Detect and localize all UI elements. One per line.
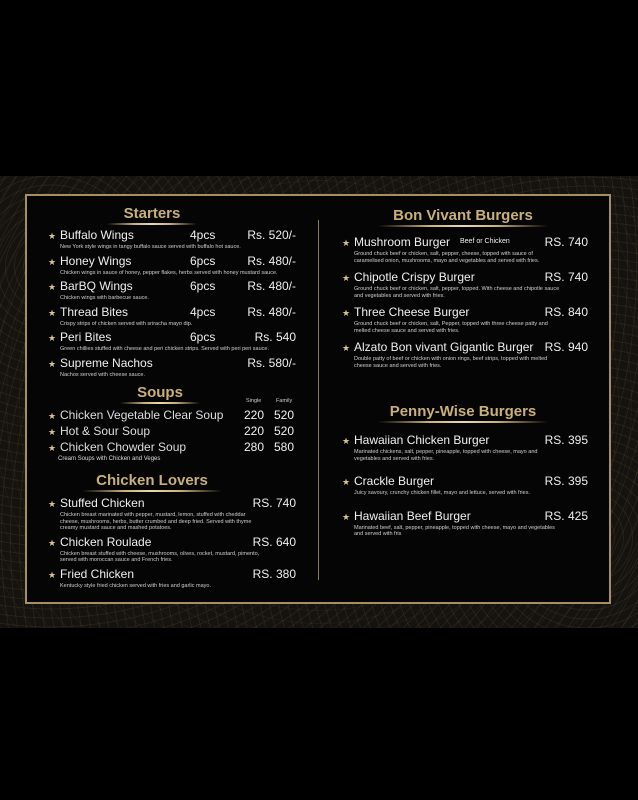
item-description: Chicken breast marinated with pepper, mustard, lemon, stuffed with cheddar cheese, mushrooms, herbs, butter crumbed and deep fried. Served with thyme creamy mustard sauce and mashed potatoes. (60, 512, 252, 531)
item-name: Hawaiian Chicken Burger (354, 433, 490, 447)
soup-row (48, 424, 296, 439)
menu-item (48, 330, 296, 353)
menu-item (48, 279, 296, 302)
soup-name: Chicken Vegetable Clear Soup (60, 408, 224, 422)
item-name: Alzato Bon vivant Gigantic Burger (354, 340, 534, 354)
item-description: Kentucky style fried chicken served with fries and garlic mayo. (60, 582, 212, 589)
item-price: RS. 395 (544, 433, 588, 447)
column-divider (318, 220, 319, 580)
left-column (48, 205, 296, 592)
menu-item-row (48, 496, 296, 511)
item-description: Green chillies stuffed with cheese and peri chicken strips. Served with peri peri sauce. (60, 346, 270, 352)
star-icon: ★ (342, 477, 351, 487)
menu-item (342, 340, 588, 369)
menu-item (342, 433, 588, 462)
soup-price-single: 220 (244, 424, 265, 438)
item-name: Thread Bites (60, 304, 129, 319)
menu-item (48, 535, 296, 564)
item-price: RS. 840 (544, 305, 588, 319)
star-icon: ★ (342, 238, 351, 248)
section-title-soups: Soups (42, 384, 278, 404)
menu-item-row (48, 567, 296, 582)
menu-item (48, 567, 296, 590)
star-icon: ★ (48, 569, 57, 580)
star-icon: ★ (48, 256, 57, 267)
item-name: Mushroom Burger (354, 235, 451, 249)
item-name: Chipotle Crispy Burger (354, 270, 475, 284)
item-price: RS. 395 (544, 474, 588, 488)
soup-price-single: 220 (244, 408, 265, 422)
item-option: Beef or Chicken (460, 238, 510, 245)
item-price: RS. 940 (544, 340, 588, 354)
penny-wise-list (342, 433, 588, 538)
item-description: Crispy strips of chicken served with sriracha mayo dip. (60, 320, 193, 327)
item-name: Chicken Roulade (60, 534, 152, 549)
starters-list (48, 228, 296, 378)
item-price: Rs. 480/- (247, 304, 296, 319)
star-icon: ★ (342, 308, 351, 318)
item-quantity: 6pcs (190, 330, 216, 344)
item-quantity: 6pcs (190, 253, 216, 268)
soup-price-family: 580 (274, 440, 295, 454)
star-icon: ★ (48, 411, 57, 421)
menu-item (48, 356, 296, 379)
star-icon: ★ (48, 307, 57, 318)
item-price: Rs. 520/- (247, 228, 296, 242)
menu-item (48, 254, 296, 277)
star-icon: ★ (48, 537, 57, 548)
menu-item-row (48, 330, 296, 345)
star-icon: ★ (48, 499, 57, 509)
item-price: RS. 640 (252, 534, 296, 549)
item-price: Rs. 480/- (247, 253, 296, 268)
item-description: Nachos served with cheese sauce. (60, 371, 145, 378)
menu-item (342, 235, 588, 264)
soup-name: Chicken Chowder Soup (60, 440, 187, 454)
menu-item-row (48, 279, 296, 294)
menu-item (342, 509, 588, 538)
menu-item-row (342, 305, 588, 320)
item-description: Ground chuck beef or chicken, salt, pepper, cheese, topped with sauce of caramelised onion, mushrooms, mayo and vegetables and served with fries. (354, 251, 540, 264)
star-icon: ★ (48, 231, 57, 241)
menu-item-row (48, 254, 296, 269)
menu-item-row (342, 433, 588, 448)
item-price: Rs. 540 (254, 330, 296, 344)
item-name: BarBQ Wings (60, 279, 133, 293)
menu-item-row (342, 235, 588, 250)
section-title-starters: Starters (8, 205, 296, 225)
menu-item (342, 474, 588, 497)
star-icon: ★ (342, 273, 351, 283)
item-description: New York style wings in tangy buffalo sauce served with buffalo hot sauce. (60, 244, 241, 250)
menu-item-row (48, 305, 296, 320)
menu-item (342, 305, 588, 334)
item-quantity: 4pcs (190, 304, 216, 319)
star-icon: ★ (342, 511, 351, 522)
item-name: Buffalo Wings (60, 228, 134, 242)
star-icon: ★ (48, 427, 57, 437)
menu-item-row (342, 474, 588, 489)
chicken-lovers-list (48, 496, 296, 589)
soup-row (48, 440, 296, 455)
menu-item-row (342, 509, 588, 524)
item-price: Rs. 480/- (247, 279, 296, 293)
soup-name: Hot & Sour Soup (60, 424, 151, 438)
item-quantity: 6pcs (190, 279, 216, 293)
item-description: Double patty of beef or chicken with onion rings, beef strips, topped with melted cheese sauce and served with fries. (354, 356, 548, 369)
bon-vivant-list (342, 235, 588, 369)
item-price: Rs. 580/- (247, 355, 296, 370)
section-title-penny-wise: Penny-Wise Burgers (338, 403, 588, 423)
star-icon: ★ (48, 358, 57, 369)
item-name: Three Cheese Burger (354, 305, 470, 319)
section-title-bon-vivant: Bon Vivant Burgers (338, 207, 588, 227)
menu-item-row (342, 340, 588, 355)
soups-note: Cream Soups with Chicken and Veges (58, 456, 161, 462)
right-column (342, 207, 588, 550)
item-price: RS. 425 (544, 508, 588, 523)
soups-header-family: Family (276, 398, 293, 404)
item-name: Peri Bites (60, 330, 112, 344)
item-price: RS. 740 (544, 270, 588, 284)
star-icon: ★ (48, 282, 57, 292)
item-price: RS. 740 (252, 496, 296, 510)
item-name: Supreme Nachos (60, 355, 153, 370)
item-description: Juicy savoury, crunchy chicken fillet, mayo and lettuce, served with fries. (354, 490, 530, 496)
star-icon: ★ (48, 443, 57, 453)
soup-price-family: 520 (274, 408, 295, 422)
item-description: Chicken wings in sauce of honey, pepper flakes, herbs served with honey mustard sauce. (60, 269, 278, 276)
item-name: Honey Wings (60, 253, 132, 268)
item-name: Stuffed Chicken (60, 496, 145, 510)
item-description: Ground chuck beef or chicken, salt, Pepper, topped with three cheese patty and melted cheese sauce and served with fries. (354, 321, 548, 334)
menu-item (342, 270, 588, 299)
star-icon: ★ (342, 436, 351, 446)
star-icon: ★ (342, 343, 351, 353)
menu-item-row (48, 535, 296, 550)
item-price: RS. 740 (544, 235, 588, 249)
item-description: Marinated chickens, salt, pepper, pineapple, topped with cheese, mayo and vegetables and served with fries. (354, 449, 538, 462)
menu-item-row (48, 356, 296, 371)
menu-item (48, 305, 296, 328)
soup-price-family: 520 (274, 424, 295, 438)
menu-item (48, 496, 296, 532)
item-quantity: 4pcs (190, 228, 216, 242)
menu-item-row (48, 228, 296, 243)
item-name: Crackle Burger (354, 474, 435, 488)
section-title-chicken-lovers: Chicken Lovers (34, 472, 270, 492)
menu-item (48, 228, 296, 251)
soups-header-single: Single (246, 398, 262, 404)
item-description: Chicken wings with barbecue sauce. (60, 295, 149, 301)
soup-row (48, 408, 296, 423)
soup-price-single: 280 (244, 440, 265, 454)
item-description: Ground chuck beef or chicken, salt, pepper, topped. With cheese and chipotle sauce and vegetables and served with fries. (354, 286, 560, 299)
item-price: RS. 380 (252, 566, 296, 581)
menu-item-row (342, 270, 588, 285)
item-name: Fried Chicken (60, 566, 135, 581)
item-description: Chicken breast stuffed with cheese, mushrooms, olives, rocket, mustard, pimento, served with moroccan sauce and French fries. (60, 550, 260, 563)
item-description: Marinated beef, salt, pepper, pineapple, topped with cheese, mayo and vegetables and served with fris (354, 524, 555, 537)
item-name: Hawaiian Beef Burger (354, 508, 471, 523)
star-icon: ★ (48, 333, 57, 343)
soups-list (48, 398, 296, 462)
